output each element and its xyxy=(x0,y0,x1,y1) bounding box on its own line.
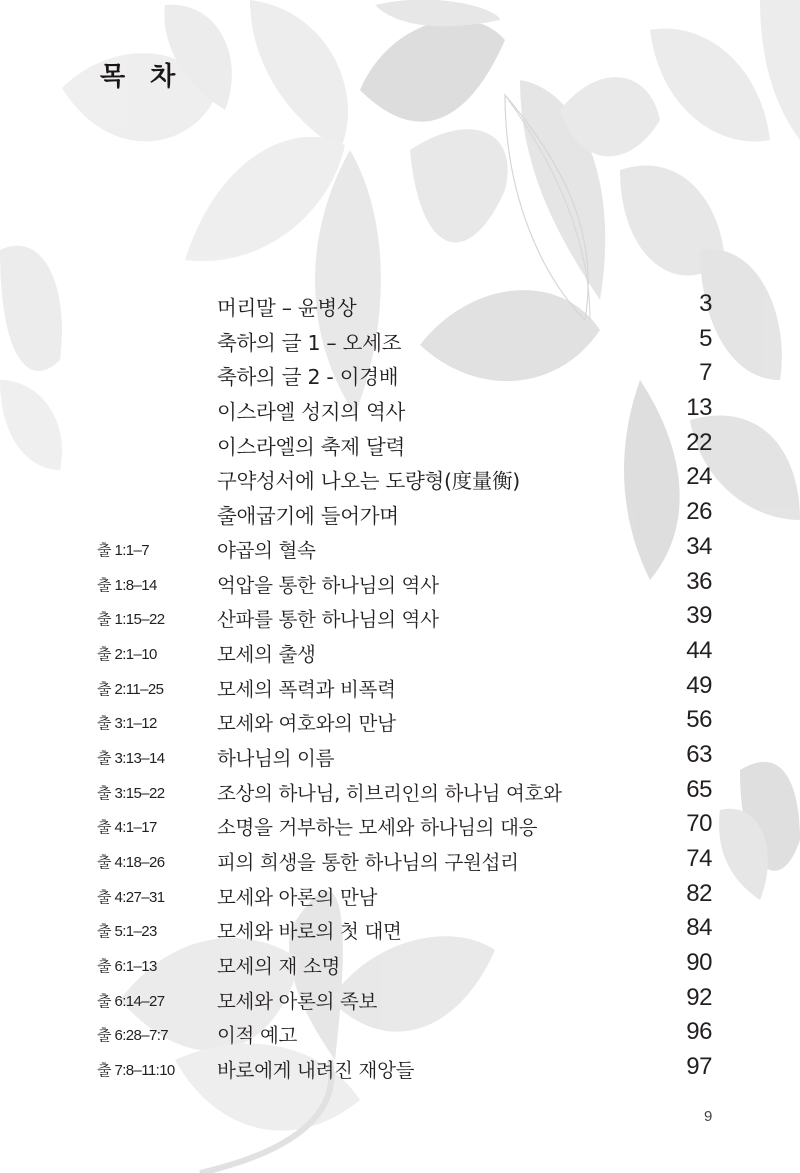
toc-entry-page: 44 xyxy=(686,636,712,664)
toc-entry[interactable] xyxy=(0,496,800,531)
scripture-reference: 출 3:1–12 xyxy=(97,715,157,733)
toc-entry[interactable] xyxy=(0,392,800,427)
toc-entry-title: 이스라엘의 축제 달력 xyxy=(217,434,405,459)
toc-entry[interactable] xyxy=(0,323,800,358)
scripture-reference: 출 4:1–17 xyxy=(97,819,157,837)
toc-entry-title: 출애굽기에 들어가며 xyxy=(217,504,399,529)
toc-entry-page: 26 xyxy=(686,498,712,526)
toc-chapter-entry[interactable] xyxy=(0,670,800,705)
toc-entry-title: 피의 희생을 통한 하나님의 구원섭리 xyxy=(217,851,519,874)
toc-entry-title: 산파를 통한 하나님의 역사 xyxy=(217,608,439,632)
scripture-reference: 출 4:18–26 xyxy=(97,854,165,871)
scripture-reference: 출 2:11–25 xyxy=(97,680,164,698)
toc-entry-title: 소명을 거부하는 모세와 하나님의 대응 xyxy=(217,816,538,840)
toc-entry-title: 구약성서에 나오는 도량형(度量衡) xyxy=(217,469,520,494)
toc-entry-page: 56 xyxy=(686,706,712,734)
page-title: 목 차 xyxy=(100,62,184,92)
toc-entry-page: 22 xyxy=(686,428,712,456)
toc-entry-title: 모세와 여호와의 만남 xyxy=(217,712,396,736)
toc-entry-title: 이스라엘 성지의 역사 xyxy=(217,400,405,425)
toc-entry-page: 74 xyxy=(686,845,712,872)
toc-chapter-entry[interactable] xyxy=(0,912,800,947)
toc-entry-page: 49 xyxy=(686,671,712,699)
toc-entry[interactable] xyxy=(0,461,800,496)
scripture-reference: 출 3:15–22 xyxy=(97,784,165,802)
toc-entry-page: 97 xyxy=(686,1053,712,1081)
toc-entry[interactable] xyxy=(0,427,800,462)
toc-entry-page: 92 xyxy=(686,983,712,1011)
toc-chapter-entry[interactable] xyxy=(0,982,800,1017)
toc-entry-title: 억압을 통한 하나님의 역사 xyxy=(217,573,439,597)
toc-entry-page: 63 xyxy=(686,740,712,768)
toc-chapter-entry[interactable] xyxy=(0,566,800,601)
toc-entry-page: 36 xyxy=(686,567,712,595)
toc-entry-page: 3 xyxy=(699,290,712,317)
toc-entry-page: 90 xyxy=(686,949,712,977)
toc-entry-title: 축하의 글 1 – 오세조 xyxy=(217,330,402,355)
toc-entry-page: 96 xyxy=(686,1018,712,1046)
toc-entry-page: 39 xyxy=(686,602,712,630)
toc-entry-page: 65 xyxy=(686,775,712,803)
toc-entry-title: 조상의 하나님, 히브리인의 하나님 여호와 xyxy=(217,781,562,805)
toc-chapter-entry[interactable] xyxy=(0,704,800,739)
toc-chapter-entry[interactable] xyxy=(0,1016,800,1051)
toc-entry-title: 모세의 출생 xyxy=(217,642,316,666)
toc-entry-page: 24 xyxy=(686,463,712,491)
scripture-reference: 출 6:28–7:7 xyxy=(97,1027,169,1045)
toc-entry-page: 7 xyxy=(699,359,712,387)
scripture-reference: 출 1:15–22 xyxy=(97,611,165,629)
toc-entry-title: 모세와 아론의 만남 xyxy=(217,885,378,909)
toc-chapter-entry[interactable] xyxy=(0,739,800,774)
toc-entry-title: 야곱의 혈속 xyxy=(217,538,316,562)
scripture-reference: 출 6:14–27 xyxy=(97,992,165,1010)
scripture-reference: 출 6:1–13 xyxy=(97,958,157,976)
toc-chapter-entry[interactable] xyxy=(0,878,800,913)
toc-entry-page: 82 xyxy=(686,879,712,907)
toc-chapter-entry[interactable] xyxy=(0,635,800,670)
scripture-reference: 출 1:8–14 xyxy=(97,576,157,594)
toc-chapter-entry[interactable] xyxy=(0,808,800,843)
scripture-reference: 출 3:13–14 xyxy=(97,749,165,767)
toc-entry-title: 모세와 아론의 족보 xyxy=(217,989,378,1013)
toc-entry-title: 모세의 재 소명 xyxy=(217,955,341,979)
toc-entry-title: 바로에게 내려진 재앙들 xyxy=(217,1059,415,1083)
scripture-reference: 출 5:1–23 xyxy=(97,923,157,941)
toc-entry-title: 하나님의 이름 xyxy=(217,746,335,770)
toc-chapter-entry[interactable] xyxy=(0,947,800,982)
toc-entry-page: 13 xyxy=(686,394,712,422)
toc-entry[interactable] xyxy=(0,357,800,392)
toc-entry-page: 84 xyxy=(686,914,712,942)
scripture-reference: 출 1:1–7 xyxy=(97,541,149,559)
toc-entry-title: 모세와 바로의 첫 대면 xyxy=(217,920,402,944)
toc-entry[interactable] xyxy=(0,288,800,323)
page-number: 9 xyxy=(704,1108,713,1125)
toc-chapter-entry[interactable] xyxy=(0,600,800,635)
scripture-reference: 출 7:8–11:10 xyxy=(97,1062,175,1080)
scripture-reference: 출 4:27–31 xyxy=(97,888,165,906)
toc-entry-title: 이적 예고 xyxy=(217,1024,298,1048)
toc-list xyxy=(0,288,800,1086)
toc-chapter-entry[interactable] xyxy=(0,843,800,878)
toc-entry-page: 5 xyxy=(699,324,712,352)
scripture-reference: 출 2:1–10 xyxy=(97,645,157,663)
toc-chapter-entry[interactable] xyxy=(0,774,800,809)
toc-entry-title: 모세의 폭력과 비폭력 xyxy=(217,677,396,701)
toc-entry-title: 머리말 – 윤병상 xyxy=(217,296,357,320)
toc-entry-page: 70 xyxy=(686,810,712,838)
toc-chapter-entry[interactable] xyxy=(0,1051,800,1086)
toc-entry-title: 축하의 글 2 - 이경배 xyxy=(217,365,399,390)
toc-chapter-entry[interactable] xyxy=(0,531,800,566)
toc-entry-page: 34 xyxy=(686,532,712,560)
